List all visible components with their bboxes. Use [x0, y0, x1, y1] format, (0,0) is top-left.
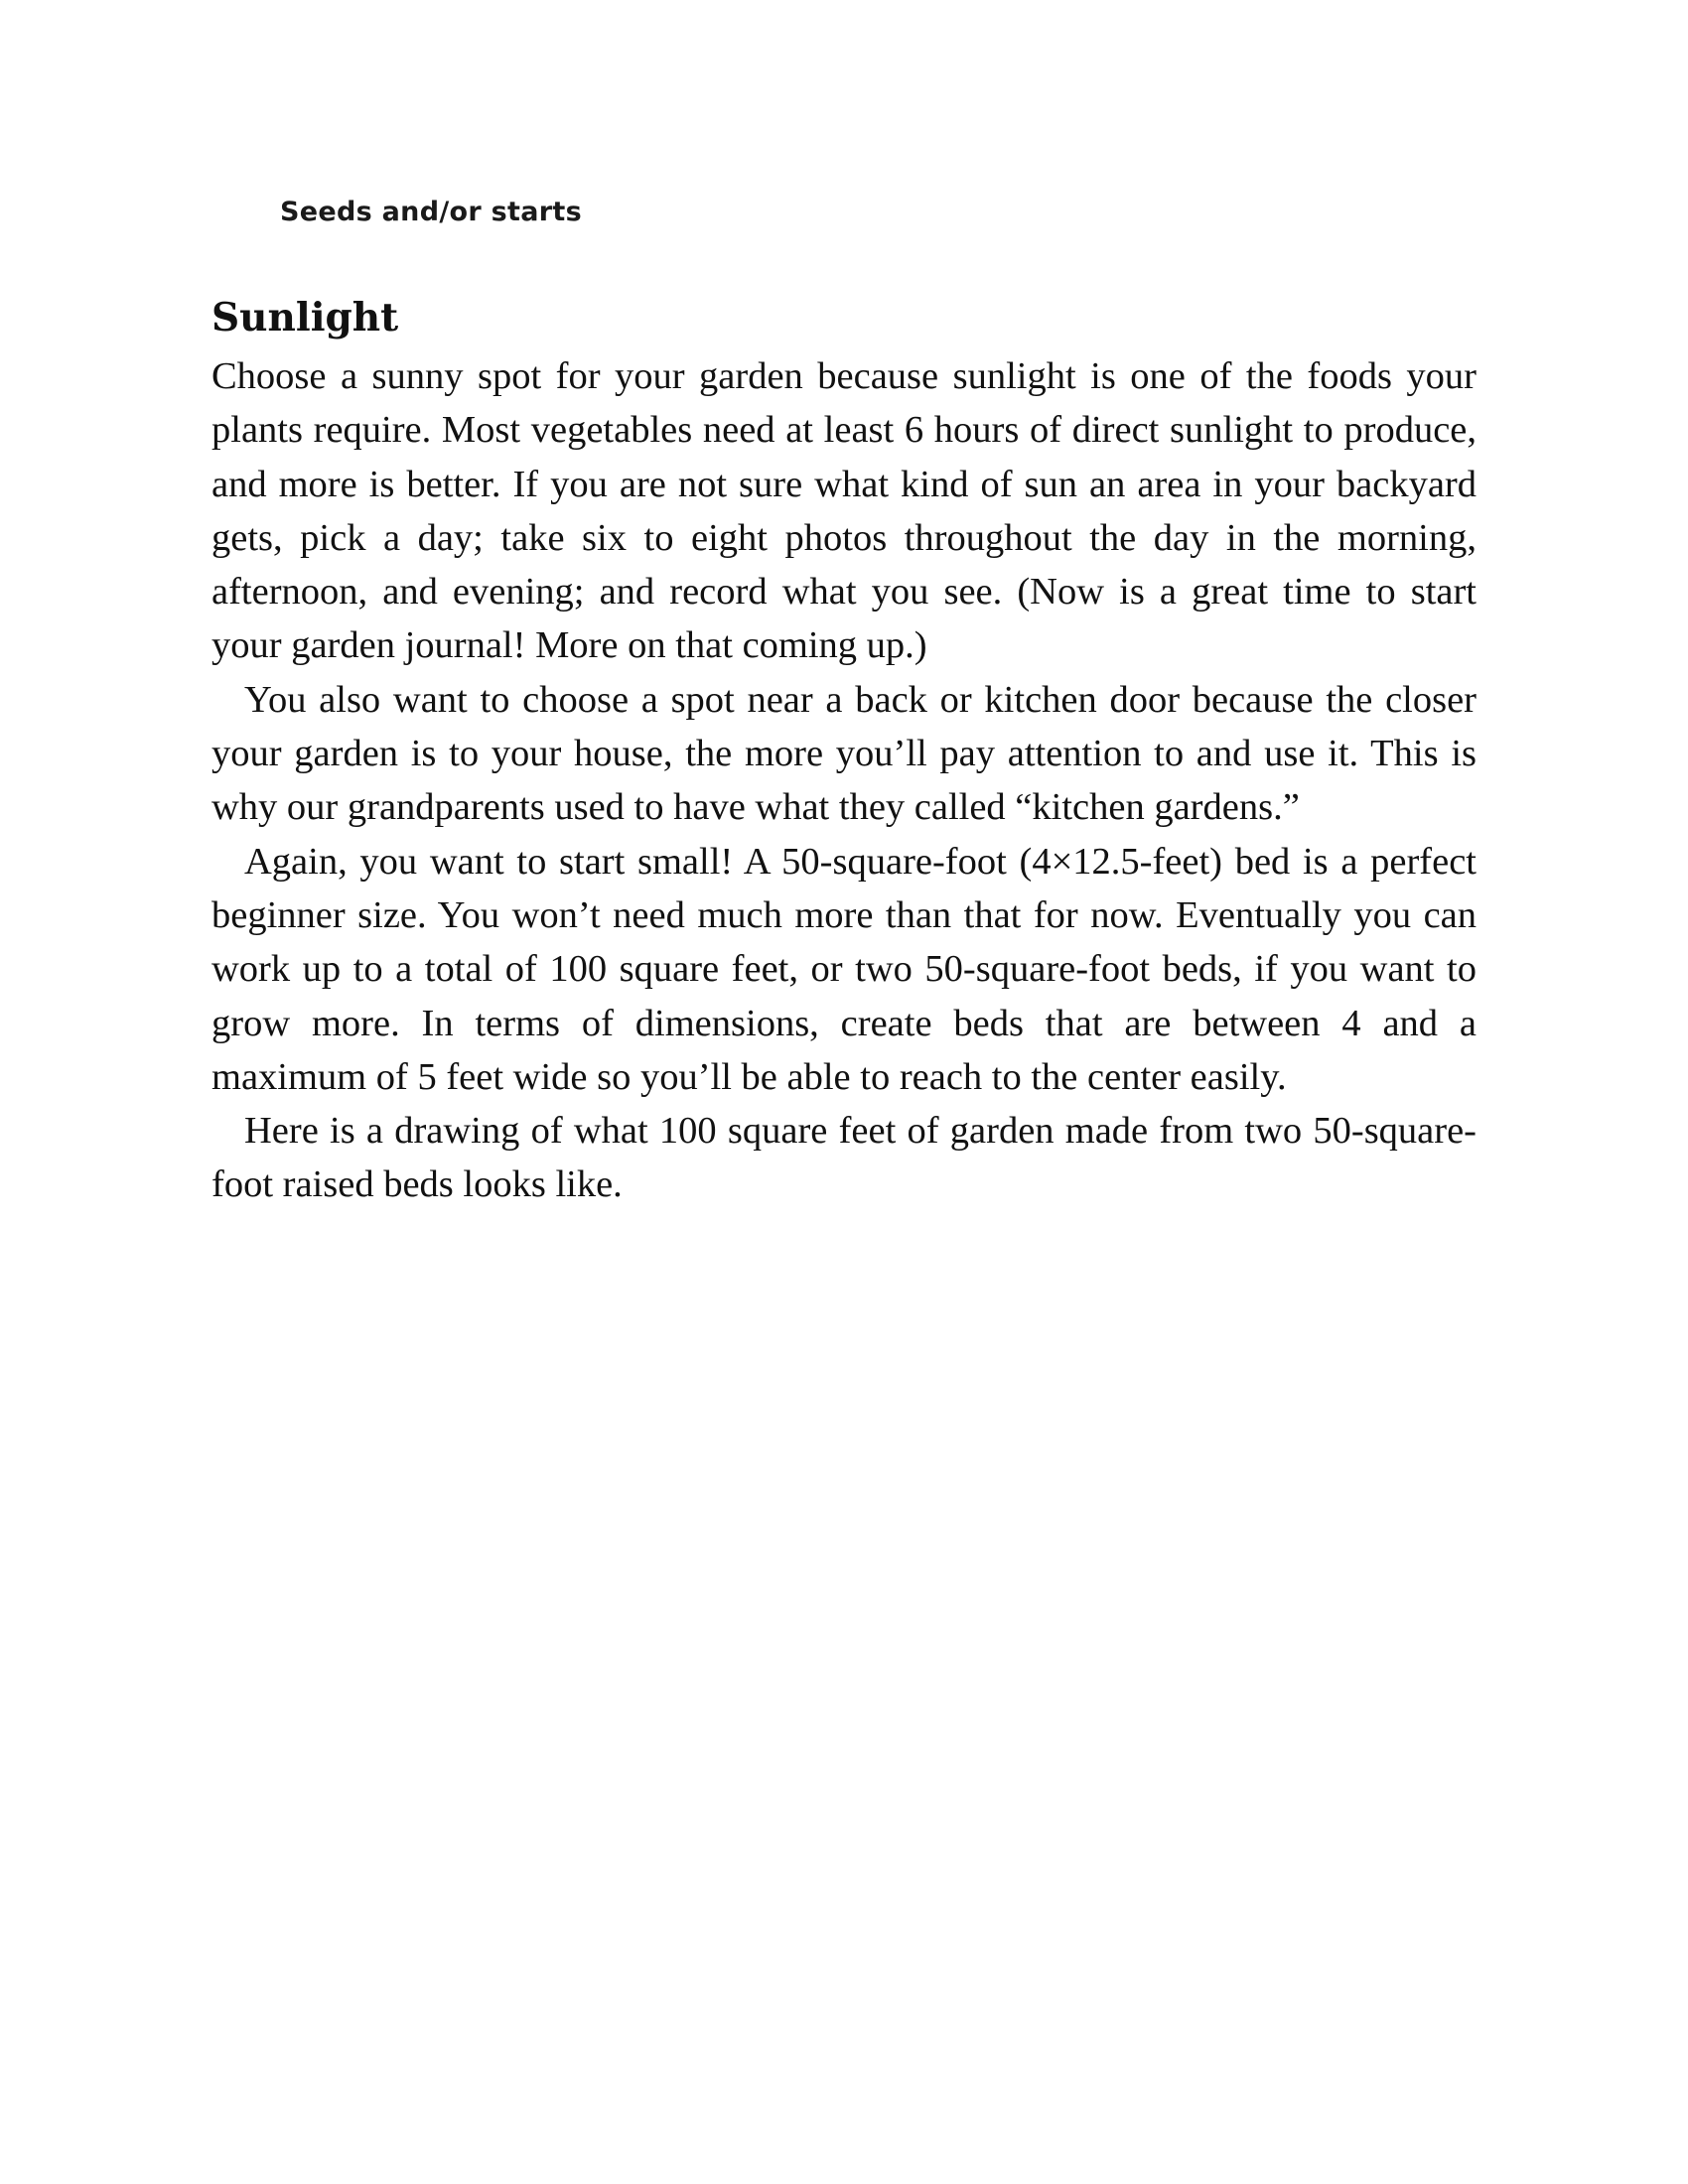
paragraph: Again, you want to start small! A 50-square-foot (4×12.5-feet) bed is a perfect beginner size. You won’t need much more than that for now. Eventually you can work up to a total of 100 square feet, or two 50-square-foot beds, if you want to grow more. In terms of dimensions, create beds that are between 4 and a maximum of 5 feet wide so you’ll be able to reach to the center easily.	[211, 840, 1477, 1098]
list-item: Seeds and/or starts	[280, 197, 582, 227]
paragraph: You also want to choose a spot near a back or kitchen door because the closer your garden is to your house, the more you’ll pay attention to and use it. This is why our grandparents used to have what they called “kitchen gardens.”	[211, 678, 1477, 829]
section-body	[211, 349, 1477, 1212]
section-heading: Sunlight	[211, 295, 399, 341]
paragraph: Choose a sunny spot for your garden because sunlight is one of the foods your plants require. Most vegetables need at least 6 hours of direct sunlight to produce, and more is better. If you are not sure what kind of sun an area in your backyard gets, pick a day; take six to eight photos throughout the day in the morning, afternoon, and evening; and record what you see. (Now is a great time to start your garden journal! More on that coming up.)	[211, 355, 1477, 667]
paragraph: Here is a drawing of what 100 square feet of garden made from two 50-square-foot raised beds looks like.	[211, 1110, 1477, 1206]
